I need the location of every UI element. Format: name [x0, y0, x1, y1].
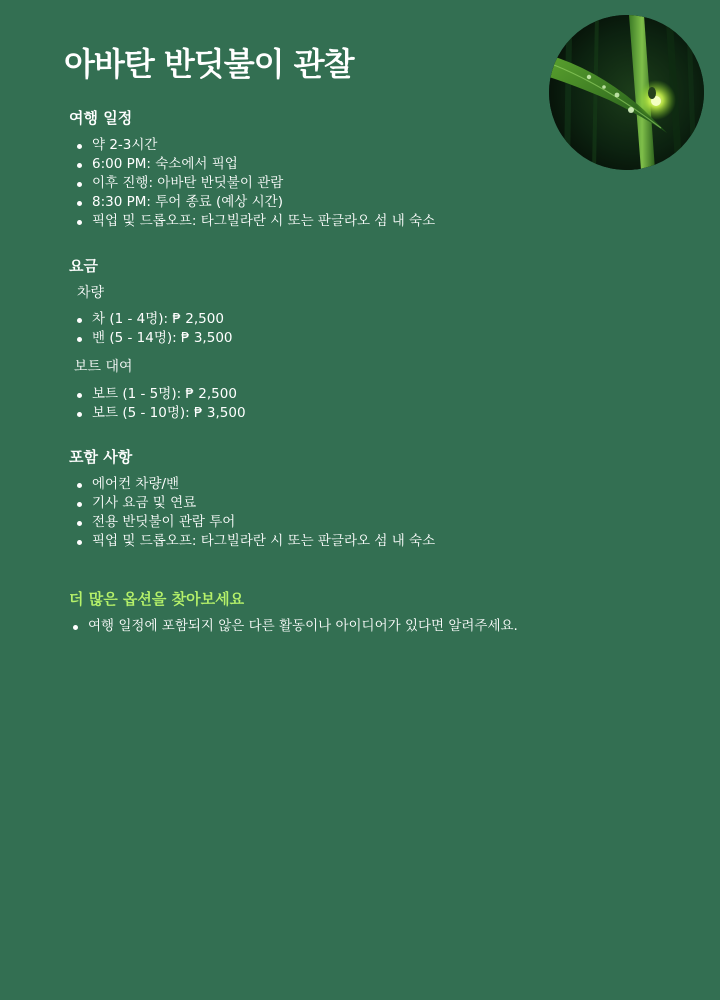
inclusions-list — [0, 475, 435, 551]
boat-price-list — [0, 385, 246, 423]
list-item: 픽업 및 드롭오프: 타그빌라란 시 또는 판글라오 섬 내 숙소 — [0, 532, 435, 551]
page-title: 아바탄 반딧불이 관찰 — [64, 45, 354, 83]
vehicle-price-list — [0, 310, 233, 348]
list-item: 에어컨 차량/밴 — [0, 475, 435, 494]
list-item: 8:30 PM: 투어 종료 (예상 시간) — [0, 193, 435, 212]
list-item: 6:00 PM: 숙소에서 픽업 — [0, 155, 435, 174]
list-item: 약 2-3시간 — [0, 136, 435, 155]
pricing-heading: 요금 — [69, 257, 98, 275]
more-options-list — [0, 617, 518, 636]
more-options-heading: 더 많은 옵션을 찾아보세요 — [69, 590, 245, 608]
list-item: 전용 반딧불이 관람 투어 — [0, 513, 435, 532]
list-item: 보트 (1 - 5명): ₱ 2,500 — [0, 385, 246, 404]
inclusions-heading: 포함 사항 — [69, 448, 133, 466]
boat-label: 보트 대여 — [74, 359, 133, 375]
list-item: 이후 진행: 아바탄 반딧불이 관람 — [0, 174, 435, 193]
vehicle-label: 차량 — [77, 285, 105, 301]
itinerary-heading: 여행 일정 — [69, 109, 133, 127]
list-item: 밴 (5 - 14명): ₱ 3,500 — [0, 329, 233, 348]
firefly-on-grass-photo — [549, 15, 704, 170]
list-item: 픽업 및 드롭오프: 타그빌라란 시 또는 판글라오 섬 내 숙소 — [0, 212, 435, 231]
list-item: 여행 일정에 포함되지 않은 다른 활동이나 아이디어가 있다면 알려주세요. — [0, 617, 518, 636]
list-item: 차 (1 - 4명): ₱ 2,500 — [0, 310, 233, 329]
list-item: 보트 (5 - 10명): ₱ 3,500 — [0, 404, 246, 423]
list-item: 기사 요금 및 연료 — [0, 494, 435, 513]
firefly-photo — [549, 15, 704, 170]
itinerary-list — [0, 136, 435, 231]
